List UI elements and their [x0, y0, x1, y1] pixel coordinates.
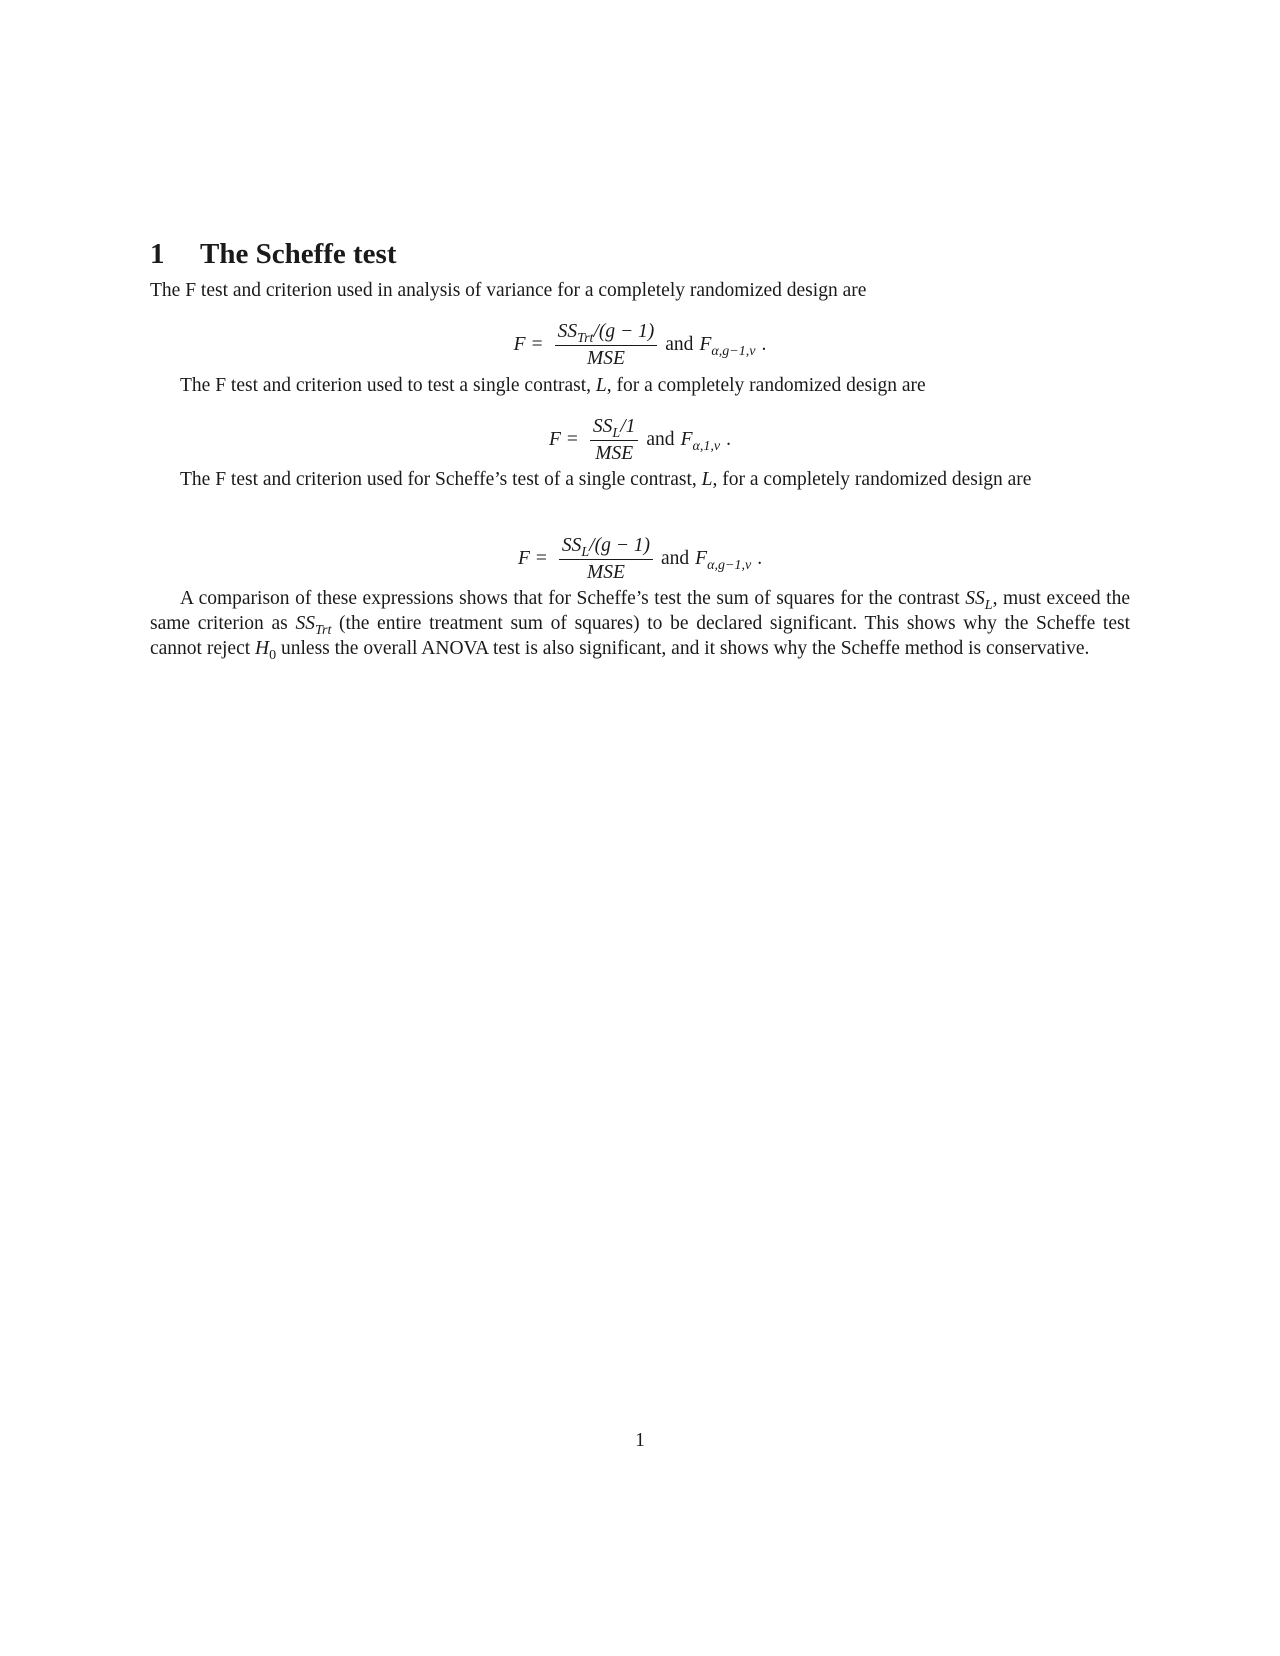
- eq1-fraction: [555, 321, 658, 370]
- document-page: [150, 0, 1130, 1656]
- eq3-numerator: $SS_L/(g - 1)$: [559, 535, 653, 560]
- paragraph-4: A comparison of these expressions shows that for Scheffe’s test the sum of squares for the contrast $SS_L$, must exceed the same criterion as $SS_{Trt}$ (the entire treatment sum of squares) to be declared significant. This shows why the Scheffe test cannot reject $H_0$ unless the overall ANOVA test is also significant, and it shows why the Scheffe method is conservative.: [150, 588, 1131, 663]
- eq2-numerator: $SS_L/1$: [590, 416, 638, 441]
- equation-2: [150, 412, 1130, 468]
- eq2-lhs: F =: [549, 429, 578, 450]
- eq3-denominator: MSE: [586, 561, 625, 583]
- eq3-criterion: and $F_{\alpha,g-1,\nu}$ .: [661, 548, 763, 573]
- eq3-lhs: F =: [517, 548, 547, 569]
- section-title: The Scheffe test: [200, 238, 397, 270]
- eq3-fraction: [559, 535, 653, 584]
- section-heading: [150, 236, 397, 272]
- paragraph-1: [150, 278, 1130, 303]
- paragraph-1-text: The F test and criterion used in analysis of variance for a completely randomized design are: [150, 280, 867, 301]
- eq2-denominator: MSE: [595, 442, 634, 464]
- eq2-fraction: [590, 416, 638, 465]
- equation-3: [150, 531, 1130, 587]
- paragraph-2: The F test and criterion used to test a single contrast, L, for a completely randomized design are: [180, 375, 926, 396]
- eq1-denominator: MSE: [586, 347, 625, 369]
- eq2-criterion: and $F_{\alpha,1,\nu}$ .: [646, 429, 731, 454]
- page-number: 1: [635, 1430, 645, 1451]
- eq1-numerator: $SS_{Trt}/(g - 1)$: [555, 321, 658, 346]
- eq1-lhs: F =: [513, 334, 543, 355]
- equation-1: [150, 317, 1130, 373]
- section-number: 1: [150, 238, 165, 270]
- eq1-criterion: and $F_{\alpha,g-1,\nu}$ .: [665, 334, 767, 359]
- paragraph-3: The F test and criterion used for Scheffe’s test of a single contrast, L, for a completely randomized design are: [180, 469, 1032, 490]
